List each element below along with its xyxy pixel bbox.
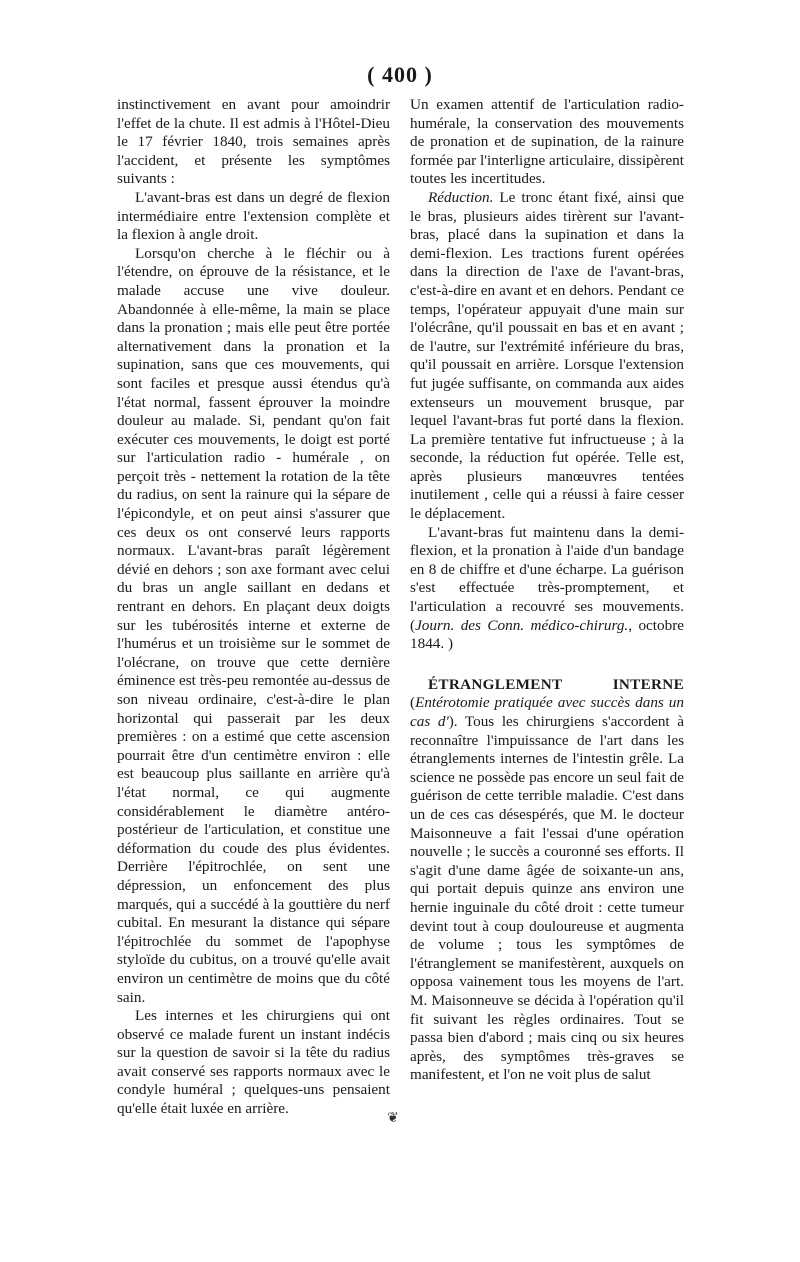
section-text: ). Tous les chirurgiens s'accordent à reconnaître l'impuissance de l'art dans les étranglements internes de l'intestin grêle. La science ne possède pas encore un seul fait de guérison de cette terrible maladie. C'est dans un de ces cas désespérés, que M. le docteur Maisonneuve a fait l'essai d'une opération nouvelle ; le succès a couronné ses efforts. Il s'agit d'une dame âgée de soixante-un ans, qui portait depuis quinze ans environ une hernie inguinale du côté droit : cette tumeur devint tout à coup douloureuse et augmenta de volume ; tous les symptômes de l'étranglement se manifestèrent, auxquels on opposa vainement tous les moyens de l'art. M. Maisonneuve se décida à l'opération qu'il fit suivant les règles ordinaires. Tout se passa bien d'abord ; mais cinq ou six heures après, des symptômes très-graves se manifestent, et l'on ne voit plus de salut (410, 713, 684, 1084)
left-column (117, 96, 390, 1119)
section-heading: ÉTRANGLEMENT INTERNE (428, 675, 684, 693)
paragraph: L'avant-bras est dans un degré de flexion intermédiaire entre l'extension complète et la flexion à angle droit. (117, 188, 390, 244)
paragraph-text: L'avant-bras fut maintenu dans la demi-flexion, et la pronation à l'aide d'un bandage en 8 de chiffre et d'une écharpe. La guérison s'est effectuée très-promptement, et l'articulation a recouvré ses mouvements. ( (410, 523, 684, 634)
printer-ornament: ❦ (387, 1110, 399, 1126)
paragraph: Les internes et les chirurgiens qui ont observé ce malade furent un instant indécis sur la question de savoir si la tête du radius avait conservé ses rapports normaux avec le condyle huméral ; quelques-uns pensaient qu'elle était luxée en arrière. (117, 1007, 390, 1118)
reduction-label: Réduction. (428, 188, 494, 206)
right-column (410, 96, 684, 1085)
citation-end: , octobre 1844. ) (410, 616, 684, 653)
paragraph: Lorsqu'on cherche à le fléchir ou à l'étendre, on éprouve de la résistance, et le malade accuse une vive douleur. Abandonnée à elle-même, la main se place dans la pronation ; mais elle peut être portée alternativement dans la pronation et la supination, sans que ces mouvements, qui sont faciles et presque aussi étendus qu'à l'état normal, fassent éprouver la moindre douleur au malade. Si, pendant qu'on fait exécuter ces mouvements, le doigt est porté sur l'articulation radio - humérale , on perçoit très - nettement la rotation de la tête du radius, on sent la rainure qui la sépare de l'épicondyle, et on peut ainsi s'assurer que ces deux os ont conservé leurs rapports normaux. L'avant-bras paraît légèrement dévié en dehors ; son axe formant avec celui du bras un angle saillant en dedans et rentrant en dehors. En plaçant deux doigts sur les tubérosités interne et externe de l'humérus et un troisième sur le sommet de l'olécrane, on trouve que cette dernière éminence est très-peu remontée au-dessus de son niveau ordinaire, c'est-à-dire le plan horizontal qui passerait par les deux premières : on a estimé que cette ascension pourrait être d'un centimètre environ : elle est beaucoup plus saillante en arrière qu'à l'état normal, ce qui augmente considérablement le diamètre antéro-postérieur de l'articulation, et constitue une déformation du coude des plus évidentes. Derrière l'épitrochlée, on sent une dépression, un enfoncement des plus marqués, qui a succédé à la gouttière du nerf cubital. En mesurant la distance qui sépare l'épitrochlée du sommet de l'apophyse styloïde du cubitus, on a trouvé qu'elle avait environ un centimètre de moins que du côté sain. (117, 244, 390, 1006)
reduction-text: Le tronc étant fixé, ainsi que le bras, plusieurs aides tirèrent sur l'avant-bras, placé dans la supination et dans la demi-flexion. Les tractions furent opérées dans la direction de l'axe de l'avant-bras, c'est-à-dire en avant et en dehors. Pendant ce temps, l'opérateur appuyait d'une main sur l'olécrâne, qu'il poussait en bas et en avant ; de l'autre, sur l'extrémité inférieure du bras, qu'il poussait en arrière. Lorsque l'extension fut jugée suffisante, on commanda aux aides extenseurs un mouvement brusque, par lequel l'avant-bras fut porté dans la flexion. La première tentative fut infructueuse ; à la seconde, la réduction fut opérée. Telle est, après plusieurs manœuvres tentées inutilement , celle qui a réussi à faire cesser le déplacement. (410, 188, 684, 523)
section-subtitle: Entérotomie pratiquée avec succès dans un cas d' (410, 694, 684, 730)
section-paragraph: ÉTRANGLEMENT INTERNE (Entérotomie pratiquée avec succès dans un cas d'). Tous les chirurgiens s'accordent à reconnaître l'impuissance de l'art dans les étranglements internes de l'intestin grêle. La science ne possède pas encore un seul fait de guérison de cette terrible maladie. C'est dans un de ces cas désespérés, que M. le docteur Maisonneuve a fait l'essai d'une opération nouvelle ; le succès a couronné ses efforts. Il s'agit d'une dame âgée de soixante-un ans, qui portait depuis quinze ans environ une hernie inguinale du côté droit : cette tumeur devint tout à coup douloureuse et augmenta de volume ; tous les symptômes de l'étranglement se manifestèrent, auxquels on opposa vainement tous les moyens de l'art. M. Maisonneuve se décida à l'opération qu'il fit suivant les règles ordinaires. Tout se passa bien d'abord ; mais cinq ou six heures après, des symptômes très-graves se manifestent, et l'on ne voit plus de salut (410, 675, 684, 1084)
citation: Journ. des Conn. médico-chirurg. (415, 616, 629, 634)
paragraph: instinctivement en avant pour amoindrir l'effet de la chute. Il est admis à l'Hôtel-Dieu le 17 février 1840, trois semaines après l'accident, et présente les symptômes suivants : (117, 96, 390, 188)
paragraph-reduction (410, 189, 684, 524)
paragraph: Un examen attentif de l'articulation radio-humérale, la conservation des mouvements de pronation et de supination, de la rainure formée par l'interligne articulaire, dissipèrent toutes les incertitudes. (410, 96, 684, 188)
page-number: ( 400 ) (367, 62, 433, 87)
paragraph (410, 524, 684, 654)
